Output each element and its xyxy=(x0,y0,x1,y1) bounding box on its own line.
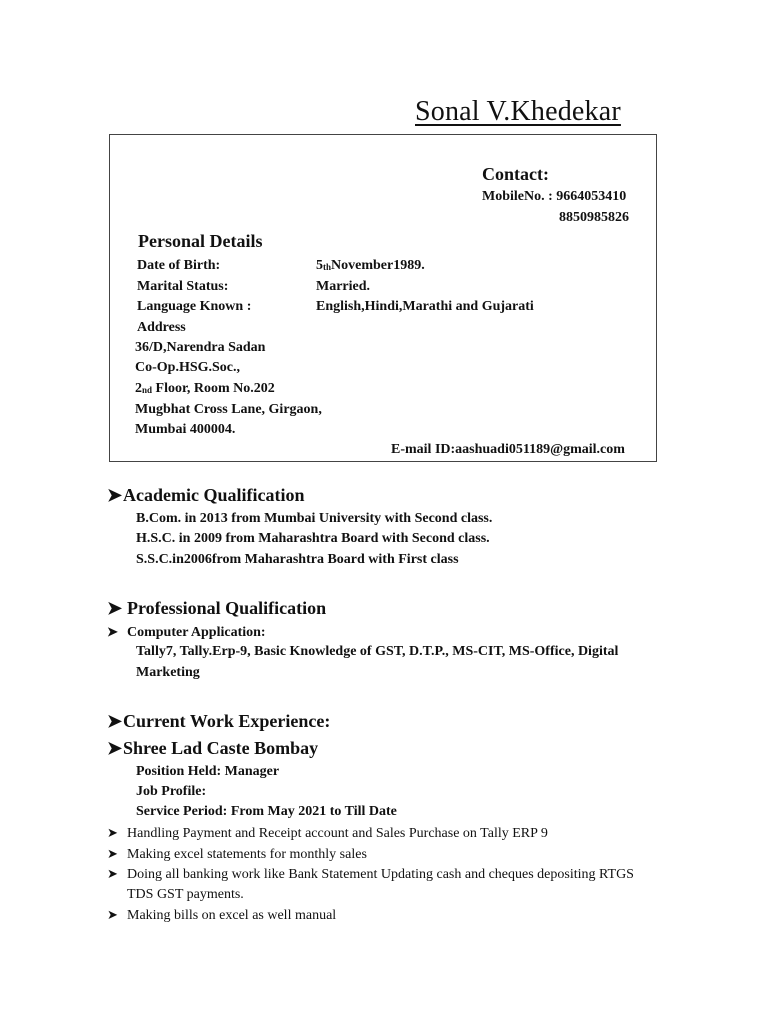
language-value: English,Hindi,Marathi and Gujarati xyxy=(316,299,534,314)
address-line-4: Mugbhat Cross Lane, Girgaon, xyxy=(135,402,322,417)
address-line-1: 36/D,Narendra Sadan xyxy=(135,340,266,355)
duty-3: Doing all banking work like Bank Statement Updating cash and cheques depositing RTGS xyxy=(127,867,634,882)
dob-day: 5 xyxy=(316,258,323,273)
computer-application-row xyxy=(107,624,266,641)
duty-row-4 xyxy=(107,907,336,924)
contact-heading: Contact: xyxy=(482,164,549,184)
company-row xyxy=(107,738,318,759)
dob-suffix: th xyxy=(323,262,332,272)
floor-number: 2 xyxy=(135,381,142,396)
dob-rest: November1989. xyxy=(331,258,425,273)
experience-heading-row xyxy=(107,711,330,732)
mobile-number-2: 8850985826 xyxy=(559,210,629,225)
address-line-3 xyxy=(135,381,275,397)
mobile-label: MobileNo. : xyxy=(482,189,557,204)
academic-line-1: B.Com. in 2013 from Mumbai University with Second class. xyxy=(136,511,493,526)
email: E-mail ID:aashuadi051189@gmail.com xyxy=(391,442,625,457)
floor-suffix: nd xyxy=(142,385,153,395)
service-period: Service Period: From May 2021 to Till Date xyxy=(136,804,397,819)
address-line-5: Mumbai 400004. xyxy=(135,422,236,437)
arrow-bullet-icon: ➤ xyxy=(107,485,123,505)
job-profile: Job Profile: xyxy=(136,784,207,799)
position-held: Position Held: Manager xyxy=(136,764,280,779)
arrow-bullet-icon: ➤ xyxy=(107,846,118,861)
academic-line-3: S.S.C.in2006from Maharashtra Board with First class xyxy=(136,552,459,567)
arrow-bullet-icon: ➤ xyxy=(107,598,123,618)
computer-application-heading: Computer Application: xyxy=(127,625,266,640)
academic-heading-row xyxy=(107,485,304,506)
arrow-bullet-icon: ➤ xyxy=(107,866,118,881)
mobile-line xyxy=(482,189,626,205)
professional-line-2: Marketing xyxy=(136,665,200,680)
candidate-name: Sonal V.Khedekar xyxy=(415,96,621,127)
arrow-bullet-icon: ➤ xyxy=(107,738,123,758)
address-line-2: Co-Op.HSG.Soc., xyxy=(135,360,241,375)
floor-rest: Floor, Room No.202 xyxy=(152,381,275,396)
arrow-bullet-icon: ➤ xyxy=(107,825,118,840)
arrow-bullet-icon: ➤ xyxy=(107,624,118,639)
professional-heading: Professional Qualification xyxy=(127,598,327,618)
dob-value xyxy=(316,258,425,274)
professional-line-1: Tally7, Tally.Erp-9, Basic Knowledge of GST, D.T.P., MS-CIT, MS-Office, Digital xyxy=(136,644,619,659)
arrow-bullet-icon: ➤ xyxy=(107,711,123,731)
duty-2: Making excel statements for monthly sales xyxy=(127,847,367,862)
duty-row-1 xyxy=(107,825,548,842)
professional-heading-row xyxy=(107,598,326,619)
personal-details-heading: Personal Details xyxy=(138,231,263,251)
marital-value: Married. xyxy=(316,279,371,294)
mobile-number-1: 9664053410 xyxy=(556,189,627,204)
experience-heading: Current Work Experience: xyxy=(123,711,331,731)
company-name: Shree Lad Caste Bombay xyxy=(123,738,319,758)
duty-4: Making bills on excel as well manual xyxy=(127,908,337,923)
duty-row-3 xyxy=(107,866,634,883)
academic-heading: Academic Qualification xyxy=(123,485,305,505)
marital-label: Marital Status: xyxy=(137,279,229,294)
language-label: Language Known : xyxy=(137,299,252,314)
dob-label: Date of Birth: xyxy=(137,258,221,273)
duty-row-2 xyxy=(107,846,367,863)
duty-3-continued: TDS GST payments. xyxy=(127,887,244,902)
duty-1: Handling Payment and Receipt account and Sales Purchase on Tally ERP 9 xyxy=(127,826,548,841)
academic-line-2: H.S.C. in 2009 from Maharashtra Board with Second class. xyxy=(136,531,490,546)
address-label: Address xyxy=(137,320,186,335)
arrow-bullet-icon: ➤ xyxy=(107,907,118,922)
